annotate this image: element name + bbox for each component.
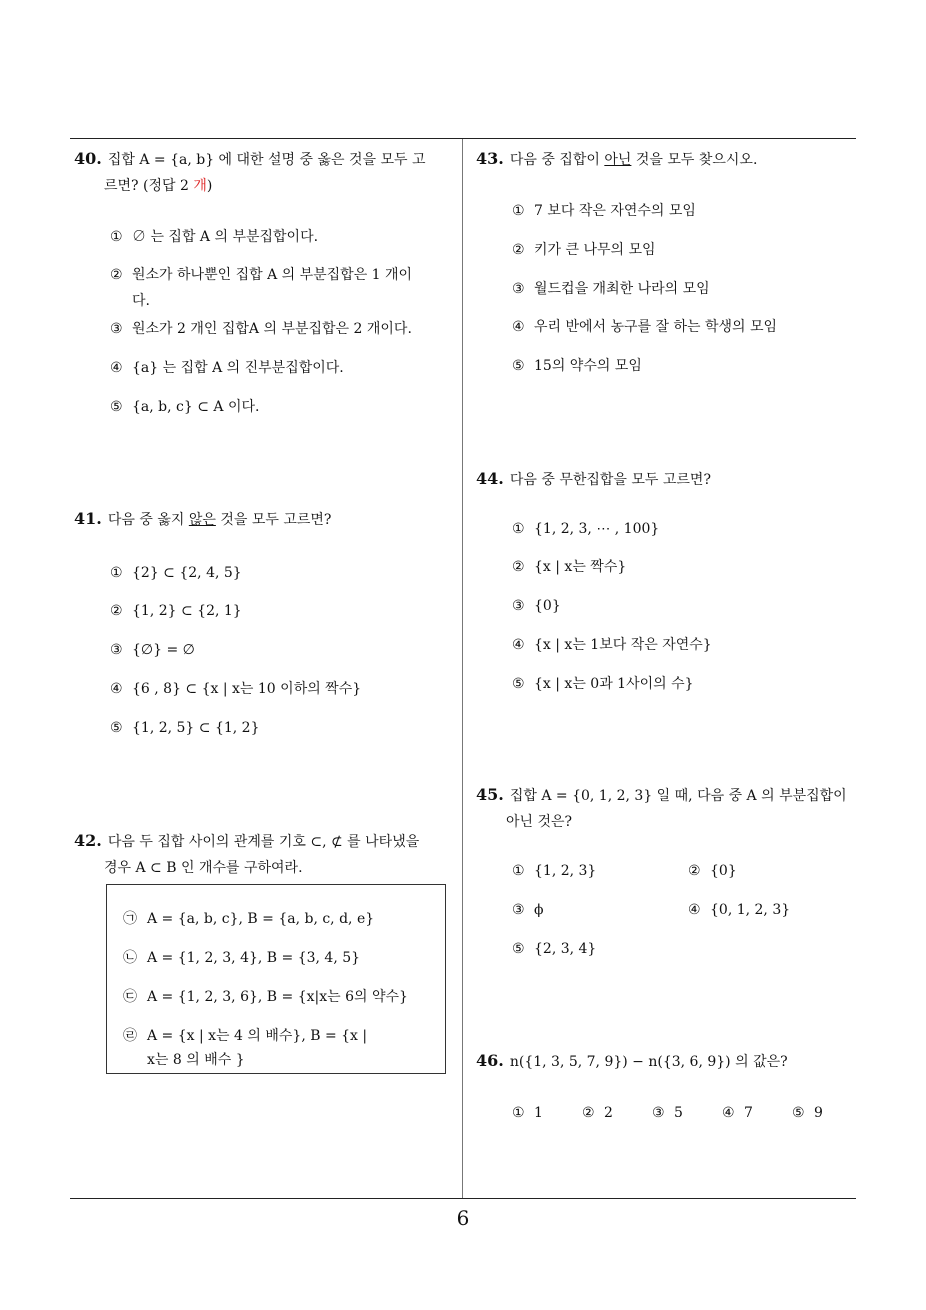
- choice-text: {∅} = ∅: [132, 642, 195, 658]
- choice-text: {2} ⊂ {2, 4, 5}: [132, 565, 242, 581]
- choice-44-2[interactable]: [512, 554, 626, 580]
- top-rule: [70, 138, 856, 139]
- question-stem-cont: 아닌 것은?: [506, 814, 573, 830]
- choice-text: {x | x는 1보다 작은 자연수}: [534, 637, 712, 653]
- choice-41-4[interactable]: [110, 676, 361, 702]
- choice-mark: ⑤: [512, 941, 525, 957]
- choice-text: 원소가 하나뿐인 집합 A 의 부분집합은 1 개이: [132, 267, 413, 283]
- choice-46-4[interactable]: [722, 1100, 753, 1126]
- choice-text: 월드컵을 개최한 나라의 모임: [534, 281, 710, 297]
- choice-mark: ①: [512, 203, 525, 219]
- choice-40-5[interactable]: [110, 394, 259, 420]
- question-number: 44.: [476, 469, 504, 488]
- choice-mark: ④: [512, 637, 525, 653]
- choice-mark: ①: [512, 1105, 525, 1121]
- choice-mark: ②: [110, 603, 123, 619]
- choice-41-2[interactable]: [110, 598, 242, 624]
- question-stem: 집합 A = {a, b} 에 대한 설명 중 옳은 것을 모두 고: [107, 152, 426, 168]
- question-44: [476, 466, 856, 493]
- choice-40-3[interactable]: [110, 316, 412, 342]
- question-stem: n({1, 3, 5, 7, 9}) − n({3, 6, 9}) 의 값은?: [509, 1054, 788, 1070]
- box-item-4: [123, 1024, 429, 1072]
- choice-mark: ④: [110, 681, 123, 697]
- box-item-3: [123, 985, 429, 1009]
- choice-text: {a} 는 집합 A 의 진부분집합이다.: [132, 360, 344, 376]
- question-stem-cont: 경우 A ⊂ B 인 개수를 구하여라.: [104, 860, 303, 876]
- question-stem-end: 것을 모두 고르면?: [215, 512, 332, 528]
- choice-mark: ②: [110, 267, 123, 283]
- choice-mark: ⑤: [110, 720, 123, 736]
- choice-mark: ③: [512, 598, 525, 614]
- choice-text: {0}: [710, 863, 737, 879]
- choice-46-5[interactable]: [792, 1100, 823, 1126]
- question-stem: 다음 중 무한집합을 모두 고르면?: [509, 472, 711, 488]
- choice-text: 키가 큰 나무의 모임: [534, 242, 656, 258]
- question-stem-end: ): [206, 178, 213, 194]
- choice-45-3[interactable]: [512, 897, 544, 923]
- choice-46-2[interactable]: [582, 1100, 613, 1126]
- question-number: 45.: [476, 785, 504, 804]
- choice-mark: ③: [110, 321, 123, 337]
- question-number: 40.: [74, 149, 102, 168]
- choice-mark: ③: [512, 281, 525, 297]
- choice-text: {x | x는 0과 1사이의 수}: [534, 676, 694, 692]
- choice-text: 15의 약수의 모임: [534, 358, 642, 374]
- choice-mark: ③: [512, 902, 525, 918]
- choice-40-4[interactable]: [110, 355, 344, 381]
- choice-45-2[interactable]: [688, 858, 737, 884]
- choice-45-1[interactable]: [512, 858, 596, 884]
- choice-text: {x | x는 짝수}: [534, 559, 627, 575]
- choice-46-1[interactable]: [512, 1100, 543, 1126]
- choice-text: {1, 2, 3, ⋯ , 100}: [534, 521, 660, 537]
- box-item-1: [123, 907, 429, 931]
- choice-41-1[interactable]: [110, 560, 242, 586]
- choice-text: ∅ 는 집합 A 의 부분집합이다.: [132, 229, 319, 245]
- choice-mark: ⑤: [512, 676, 525, 692]
- item-text: A = {1, 2, 3, 6}, B = {x|x는 6의 약수}: [147, 989, 408, 1005]
- item-text: A = {1, 2, 3, 4}, B = {3, 4, 5}: [147, 950, 361, 966]
- choice-mark: ②: [582, 1105, 595, 1121]
- choice-text: 9: [814, 1105, 823, 1121]
- choice-45-4[interactable]: [688, 897, 790, 923]
- question-40: [74, 146, 458, 199]
- choice-41-5[interactable]: [110, 715, 260, 741]
- choice-mark: ④: [512, 319, 525, 335]
- box-item-2: [123, 946, 429, 970]
- choice-mark: ①: [512, 863, 525, 879]
- choice-text: {0, 1, 2, 3}: [710, 902, 791, 918]
- choice-text: 2: [604, 1105, 613, 1121]
- column-divider: [462, 139, 463, 1198]
- choice-46-3[interactable]: [652, 1100, 683, 1126]
- choice-44-5[interactable]: [512, 671, 694, 697]
- question-stem-end: 것을 모두 찾으시오.: [631, 152, 758, 168]
- question-number: 46.: [476, 1051, 504, 1070]
- choice-mark: ②: [512, 559, 525, 575]
- choice-mark: ②: [688, 863, 701, 879]
- choice-mark: ③: [652, 1105, 665, 1121]
- choice-mark: ①: [512, 521, 525, 537]
- choice-mark: ⑤: [110, 399, 123, 415]
- choice-text: ϕ: [534, 902, 544, 918]
- choice-43-5[interactable]: [512, 353, 642, 379]
- item-text-cont: x는 8 의 배수 }: [147, 1052, 245, 1068]
- item-mark: ㉣: [123, 1028, 137, 1044]
- choice-43-4[interactable]: [512, 314, 777, 340]
- page-number: 6: [456, 1206, 470, 1230]
- choice-mark: ④: [688, 902, 701, 918]
- question-stem: 다음 두 집합 사이의 관계를 기호 ⊂, ⊄ 를 나타냈을: [107, 834, 420, 850]
- choice-text: {6 , 8} ⊂ {x | x는 10 이하의 짝수}: [132, 681, 362, 697]
- choice-text: {0}: [534, 598, 561, 614]
- item-text: A = {x | x는 4 의 배수}, B = {x |: [147, 1028, 368, 1044]
- choice-mark: ⑤: [792, 1105, 805, 1121]
- item-text: A = {a, b, c}, B = {a, b, c, d, e}: [147, 911, 375, 927]
- question-45: [476, 782, 862, 835]
- choice-44-3[interactable]: [512, 593, 561, 619]
- choice-text: 7 보다 작은 자연수의 모임: [534, 203, 696, 219]
- choice-text-cont: 다.: [132, 293, 150, 309]
- condition-box: [106, 884, 446, 1074]
- item-mark: ㉢: [123, 989, 137, 1005]
- choice-45-5[interactable]: [512, 936, 596, 962]
- choice-mark: ②: [512, 242, 525, 258]
- choice-43-3[interactable]: [512, 276, 710, 302]
- question-43: [476, 146, 856, 173]
- choice-43-1[interactable]: [512, 198, 696, 224]
- choice-text: 7: [744, 1105, 753, 1121]
- choice-40-2[interactable]: [110, 262, 450, 314]
- question-stem-cont: 르면? (정답 2: [104, 178, 194, 194]
- choice-text: 1: [534, 1105, 543, 1121]
- question-number: 42.: [74, 831, 102, 850]
- choice-mark: ④: [722, 1105, 735, 1121]
- choice-text: {1, 2, 5} ⊂ {1, 2}: [132, 720, 260, 736]
- question-number: 43.: [476, 149, 504, 168]
- choice-41-3[interactable]: [110, 637, 195, 663]
- choice-text: 원소가 2 개인 집합A 의 부분집합은 2 개이다.: [132, 321, 412, 337]
- choice-mark: ①: [110, 229, 123, 245]
- choice-43-2[interactable]: [512, 237, 656, 263]
- question-stem: 다음 중 집합이: [509, 152, 605, 168]
- choice-mark: ④: [110, 360, 123, 376]
- item-mark: ㉠: [123, 911, 137, 927]
- choice-text: {a, b, c} ⊂ A 이다.: [132, 399, 260, 415]
- choice-44-4[interactable]: [512, 632, 712, 658]
- choice-mark: ①: [110, 565, 123, 581]
- choice-44-1[interactable]: [512, 516, 659, 542]
- question-46: [476, 1048, 856, 1075]
- item-mark: ㉡: [123, 950, 137, 966]
- choice-text: {2, 3, 4}: [534, 941, 597, 957]
- question-41: [74, 506, 458, 533]
- choice-mark: ⑤: [512, 358, 525, 374]
- highlight-text: 개: [193, 178, 207, 194]
- choice-mark: ③: [110, 642, 123, 658]
- underlined-text: 않은: [188, 512, 216, 528]
- question-stem: 집합 A = {0, 1, 2, 3} 일 때, 다음 중 A 의 부분집합이: [509, 788, 847, 804]
- choice-text: {1, 2} ⊂ {2, 1}: [132, 603, 242, 619]
- choice-text: 우리 반에서 농구를 잘 하는 학생의 모임: [534, 319, 778, 335]
- choice-text: 5: [674, 1105, 683, 1121]
- question-42: [74, 828, 458, 881]
- question-stem: 다음 중 옳지: [107, 512, 189, 528]
- underlined-text: 아닌: [604, 152, 632, 168]
- question-number: 41.: [74, 509, 102, 528]
- choice-40-1[interactable]: [110, 224, 318, 250]
- bottom-rule: [70, 1198, 856, 1199]
- choice-text: {1, 2, 3}: [534, 863, 597, 879]
